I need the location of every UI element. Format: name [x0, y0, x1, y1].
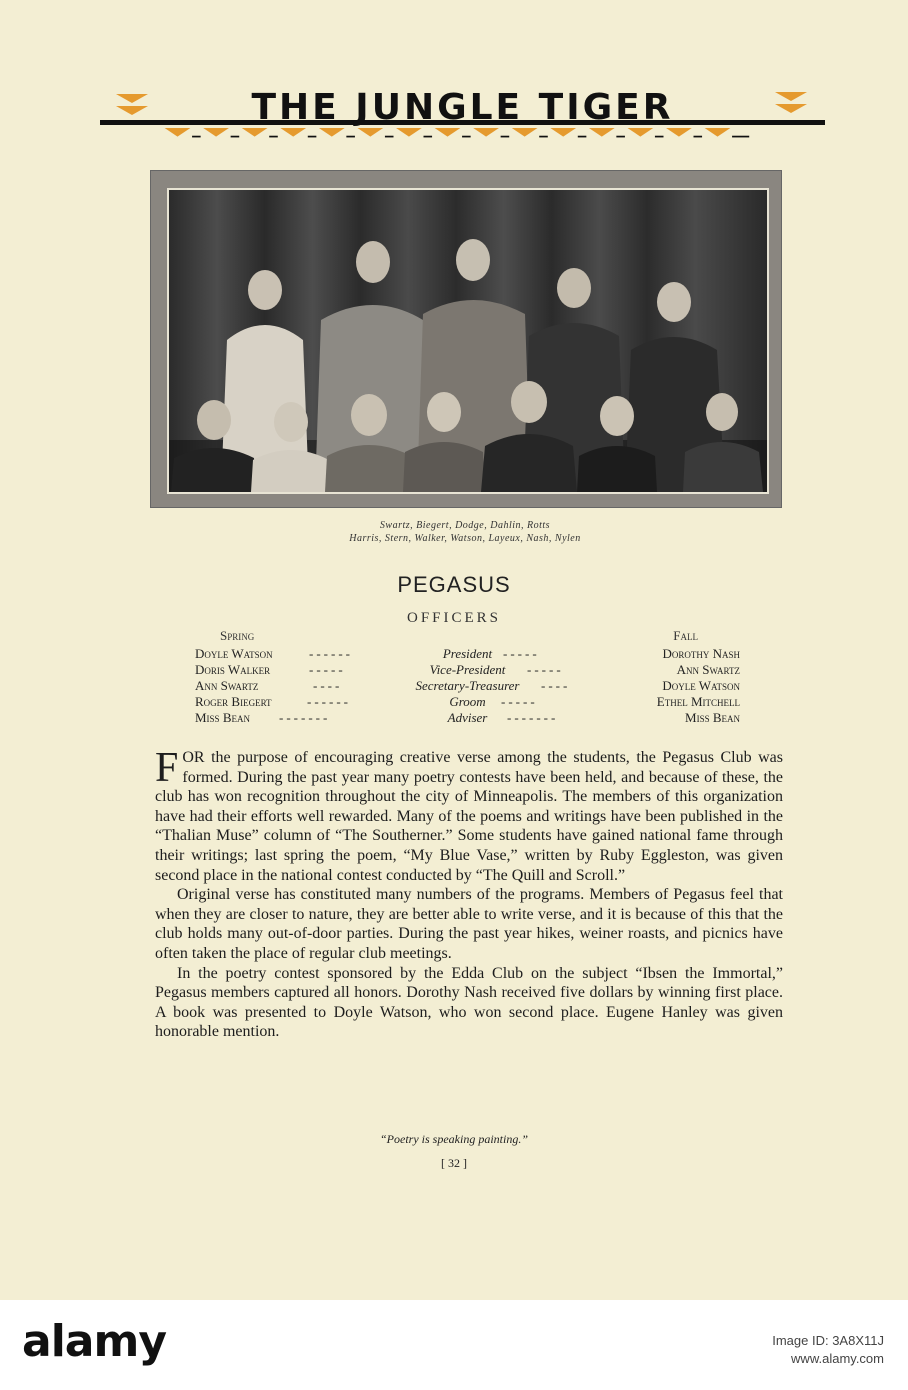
- fall-officer: Ann Swartz: [676, 662, 740, 677]
- group-photo: [150, 170, 782, 508]
- office-name: Adviser: [447, 710, 488, 725]
- club-title: PEGASUS: [397, 572, 511, 597]
- officers-heading: OFFICERS: [406, 610, 502, 626]
- masthead: [100, 88, 825, 143]
- masthead-ornament: [115, 128, 810, 140]
- group-photo-figures: [169, 190, 767, 492]
- fall-column-label: Fall: [673, 628, 698, 643]
- fall-officer: Miss Bean: [685, 710, 740, 725]
- leader-dots: -----: [501, 694, 538, 709]
- stock-url: www.alamy.com: [791, 1351, 884, 1366]
- paragraph-1-text: OR the purpose of encouraging creative verse among the students, the Pegasus Club was formed. During the past year many poetry contests have been held, and because of these, the club has won recognition throughout the city of Minneapolis. The members of this organization have had their efforts well rewarded. Many of the poems and writings have been published in the “Thalian Muse” column of “The Southerner.” Some students have gained national fame through their writings; last spring the poem, “My Blue Vase,” written by Ruby Eggleston, was given second place in the national contest conducted by “The Quill and Scroll.”: [155, 749, 783, 884]
- masthead-title: THE JUNGLE TIGER: [251, 87, 674, 128]
- officer-row: [195, 694, 740, 710]
- office-name: Vice-President: [429, 662, 506, 677]
- leader-dots: -----: [309, 662, 346, 677]
- leader-dots: -----: [503, 646, 540, 661]
- officer-row: [195, 646, 740, 662]
- leader-dots: ------: [307, 694, 351, 709]
- drop-cap: F: [155, 745, 179, 791]
- spring-officer: Ann Swartz: [195, 678, 259, 693]
- stock-meta: [772, 1332, 884, 1368]
- spring-column-label: Spring: [220, 628, 255, 643]
- group-photo-image: [167, 188, 769, 494]
- officer-row: [195, 710, 740, 726]
- office-name: Secretary-Treasurer: [415, 678, 520, 693]
- photo-caption: [150, 519, 780, 545]
- stock-watermark-bar: [0, 1300, 908, 1390]
- leader-dots: ----: [541, 678, 571, 693]
- photo-caption-line1: Swartz, Biegert, Dodge, Dahlin, Rotts: [379, 520, 551, 531]
- officer-row: [195, 662, 740, 678]
- alamy-logo: alamy: [22, 1316, 166, 1367]
- officer-row: [195, 678, 740, 694]
- office-name: President: [442, 646, 493, 661]
- article-body: [155, 745, 783, 1042]
- leader-dots: -----: [527, 662, 564, 677]
- leader-dots: ------: [309, 646, 353, 661]
- photo-caption-line2: Harris, Stern, Walker, Watson, Layeux, Nash, Nylen: [349, 533, 581, 544]
- leader-dots: -------: [507, 710, 559, 725]
- spring-officer: Miss Bean: [195, 710, 250, 725]
- page-number: [ 32 ]: [441, 1156, 467, 1170]
- spring-officer: Doris Walker: [195, 662, 271, 677]
- paragraph-1: [155, 745, 783, 885]
- spring-officer: Doyle Watson: [195, 646, 273, 661]
- paragraph-2: Original verse has constituted many numbers of the programs. Members of Pegasus feel that when they are closer to nature, they are better able to write verse, and it is because of this that the club holds many out-of-door parties. During the past year hikes, weiner roasts, and picnics have often taken the place of regular club meetings.: [155, 886, 783, 962]
- fall-officer: Dorothy Nash: [662, 646, 740, 661]
- office-name: Groom: [449, 694, 486, 709]
- spring-officer: Roger Biegert: [195, 694, 272, 709]
- fall-officer: Ethel Mitchell: [656, 694, 740, 709]
- closing-quote: “Poetry is speaking painting.”: [380, 1132, 528, 1146]
- fall-officer: Doyle Watson: [662, 678, 740, 693]
- image-id: Image ID: 3A8X11J: [772, 1333, 884, 1348]
- leader-dots: -------: [279, 710, 331, 725]
- leader-dots: ----: [313, 678, 343, 693]
- paragraph-3: In the poetry contest sponsored by the Edda Club on the subject “Ibsen the Immortal,” Pegasus members captured all honors. Dorothy Nash received five dollars by winning first place. A book was presented to Doyle Watson, who won second place. Eugene Hanley was given honorable mention.: [155, 964, 783, 1041]
